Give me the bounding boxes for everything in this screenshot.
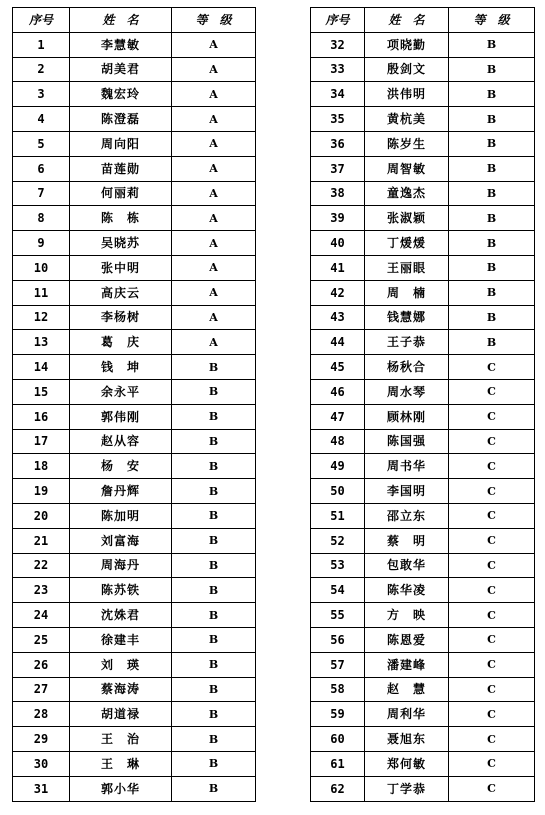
name-cell: 潘建峰 [365,652,449,677]
table-row [311,503,535,528]
seq-cell: 48 [311,429,365,454]
grade-cell: B [449,255,535,280]
name-cell: 丁煖煖 [365,231,449,256]
seq-cell: 24 [13,603,70,628]
name-cell: 何丽莉 [70,181,172,206]
grade-cell: B [172,379,256,404]
seq-cell: 56 [311,627,365,652]
grade-cell: C [449,553,535,578]
seq-cell: 27 [13,677,70,702]
table-row [311,454,535,479]
seq-cell: 23 [13,578,70,603]
left-table-body [13,32,256,801]
seq-cell: 22 [13,553,70,578]
grade-cell: B [449,57,535,82]
table-row [13,305,256,330]
seq-cell: 43 [311,305,365,330]
name-cell: 魏宏玲 [70,82,172,107]
name-cell: 葛 庆 [70,330,172,355]
name-cell: 黄杭美 [365,107,449,132]
table-row [13,454,256,479]
name-cell: 周向阳 [70,131,172,156]
name-cell: 周水琴 [365,379,449,404]
seq-cell: 18 [13,454,70,479]
seq-cell: 11 [13,280,70,305]
seq-cell: 58 [311,677,365,702]
grade-cell: B [172,727,256,752]
grade-cell: B [172,503,256,528]
table-row [311,379,535,404]
table-row [13,32,256,57]
table-row [311,82,535,107]
name-cell: 胡道禄 [70,702,172,727]
grade-cell: B [172,528,256,553]
seq-cell: 59 [311,702,365,727]
seq-cell: 1 [13,32,70,57]
name-cell: 赵从容 [70,429,172,454]
seq-cell: 39 [311,206,365,231]
seq-cell: 50 [311,479,365,504]
grade-cell: B [449,206,535,231]
table-row [311,404,535,429]
table-row [311,107,535,132]
name-cell: 钱慧娜 [365,305,449,330]
name-cell: 洪伟明 [365,82,449,107]
header-name: 姓 名 [365,8,449,33]
table-row [311,32,535,57]
grade-cell: C [449,677,535,702]
table-row [311,553,535,578]
name-cell: 项晓勤 [365,32,449,57]
name-cell: 赵 慧 [365,677,449,702]
grade-cell: C [449,379,535,404]
right-table-body [311,32,535,801]
table-row [13,206,256,231]
table-row [13,702,256,727]
name-cell: 陈国强 [365,429,449,454]
name-cell: 陈恩爱 [365,627,449,652]
seq-cell: 9 [13,231,70,256]
table-row [13,181,256,206]
name-cell: 吴晓苏 [70,231,172,256]
table-row [311,776,535,801]
name-cell: 詹丹辉 [70,479,172,504]
grade-cell: B [172,404,256,429]
grade-cell: B [172,702,256,727]
seq-cell: 42 [311,280,365,305]
header-name: 姓 名 [70,8,172,33]
seq-cell: 7 [13,181,70,206]
table-row [311,355,535,380]
table-row [311,206,535,231]
seq-cell: 45 [311,355,365,380]
seq-cell: 21 [13,528,70,553]
grade-cell: C [449,627,535,652]
grade-cell: B [449,82,535,107]
name-cell: 余永平 [70,379,172,404]
grade-cell: B [172,652,256,677]
grade-cell: B [449,131,535,156]
grade-cell: C [449,702,535,727]
name-cell: 杨 安 [70,454,172,479]
table-row [13,404,256,429]
name-cell: 胡美君 [70,57,172,82]
table-row [13,255,256,280]
seq-cell: 33 [311,57,365,82]
grade-cell: B [172,479,256,504]
name-cell: 王 治 [70,727,172,752]
seq-cell: 25 [13,627,70,652]
grade-cell: B [449,181,535,206]
grade-cell: C [449,603,535,628]
grade-cell: C [449,355,535,380]
table-row [13,627,256,652]
name-cell: 蔡海涛 [70,677,172,702]
seq-cell: 31 [13,776,70,801]
grade-cell: A [172,280,256,305]
table-row [13,751,256,776]
table-row [13,131,256,156]
grade-cell: B [172,454,256,479]
grade-cell: B [449,330,535,355]
grade-cell: C [449,751,535,776]
seq-cell: 55 [311,603,365,628]
name-cell: 陈苏铁 [70,578,172,603]
seq-cell: 57 [311,652,365,677]
table-row [13,652,256,677]
name-cell: 高庆云 [70,280,172,305]
name-cell: 沈姝君 [70,603,172,628]
grade-cell: C [449,404,535,429]
header-grade: 等 级 [449,8,535,33]
table-row [13,355,256,380]
grade-cell: B [449,32,535,57]
name-cell: 蔡 明 [365,528,449,553]
name-cell: 王 琳 [70,751,172,776]
seq-cell: 16 [13,404,70,429]
seq-cell: 12 [13,305,70,330]
table-row [13,280,256,305]
table-row [311,702,535,727]
table-row [311,156,535,181]
seq-cell: 3 [13,82,70,107]
name-cell: 周 楠 [365,280,449,305]
seq-cell: 51 [311,503,365,528]
seq-cell: 30 [13,751,70,776]
seq-cell: 46 [311,379,365,404]
grade-cell: C [449,479,535,504]
seq-cell: 60 [311,727,365,752]
grade-cell: A [172,82,256,107]
grade-cell: B [172,776,256,801]
grade-cell: C [449,503,535,528]
seq-cell: 49 [311,454,365,479]
name-cell: 郭伟刚 [70,404,172,429]
name-cell: 张淑颖 [365,206,449,231]
grade-cell: A [172,57,256,82]
name-cell: 殷剑文 [365,57,449,82]
name-cell: 郑何敏 [365,751,449,776]
name-cell: 周利华 [365,702,449,727]
table-row [311,305,535,330]
name-cell: 顾林刚 [365,404,449,429]
grade-cell: B [449,107,535,132]
grade-cell: B [449,305,535,330]
table-row [311,677,535,702]
seq-cell: 20 [13,503,70,528]
grade-cell: B [172,553,256,578]
table-row [13,503,256,528]
table-row [311,181,535,206]
grade-cell: B [449,280,535,305]
name-cell: 杨秋合 [365,355,449,380]
grade-cell: C [449,528,535,553]
name-cell: 张中明 [70,255,172,280]
name-cell: 陈 栋 [70,206,172,231]
seq-cell: 62 [311,776,365,801]
name-cell: 苗莲勋 [70,156,172,181]
table-row [13,231,256,256]
name-cell: 郭小华 [70,776,172,801]
table-row [13,479,256,504]
grade-cell: B [449,156,535,181]
name-cell: 李杨树 [70,305,172,330]
table-row [311,528,535,553]
grade-cell: A [172,255,256,280]
grade-cell: A [172,32,256,57]
grade-cell: A [172,206,256,231]
table-row [13,107,256,132]
grade-cell: B [172,578,256,603]
grade-cell: B [172,627,256,652]
table-row [13,727,256,752]
header-grade: 等 级 [172,8,256,33]
grade-cell: C [449,727,535,752]
header-row [311,8,535,33]
name-cell: 聂旭东 [365,727,449,752]
table-row [311,330,535,355]
table-row [13,528,256,553]
name-cell: 童逸杰 [365,181,449,206]
seq-cell: 15 [13,379,70,404]
grade-cell: B [172,677,256,702]
grade-cell: A [172,156,256,181]
grade-cell: C [449,652,535,677]
table-row [311,603,535,628]
name-cell: 陈华凌 [365,578,449,603]
table-row [13,379,256,404]
seq-cell: 13 [13,330,70,355]
seq-cell: 2 [13,57,70,82]
seq-cell: 4 [13,107,70,132]
seq-cell: 6 [13,156,70,181]
grade-cell: C [449,454,535,479]
table-row [13,156,256,181]
table-row [311,280,535,305]
name-cell: 邵立东 [365,503,449,528]
name-cell: 刘 瑛 [70,652,172,677]
seq-cell: 38 [311,181,365,206]
table-row [311,429,535,454]
header-seq: 序号 [13,8,70,33]
name-cell: 周海丹 [70,553,172,578]
grade-cell: A [172,181,256,206]
name-cell: 李国明 [365,479,449,504]
grade-cell: A [172,305,256,330]
name-cell: 周书华 [365,454,449,479]
name-cell: 李慧敏 [70,32,172,57]
name-cell: 陈加明 [70,503,172,528]
grade-cell: A [172,107,256,132]
seq-cell: 26 [13,652,70,677]
name-cell: 徐建丰 [70,627,172,652]
name-cell: 钱 坤 [70,355,172,380]
seq-cell: 28 [13,702,70,727]
table-row [311,751,535,776]
name-cell: 陈岁生 [365,131,449,156]
seq-cell: 54 [311,578,365,603]
seq-cell: 40 [311,231,365,256]
seq-cell: 47 [311,404,365,429]
table-row [311,57,535,82]
grade-cell: A [172,330,256,355]
table-row [311,578,535,603]
seq-cell: 53 [311,553,365,578]
table-row [311,652,535,677]
seq-cell: 35 [311,107,365,132]
seq-cell: 17 [13,429,70,454]
grade-cell: C [449,429,535,454]
header-row [13,8,256,33]
grade-cell: C [449,578,535,603]
grade-cell: B [172,603,256,628]
seq-cell: 29 [13,727,70,752]
seq-cell: 5 [13,131,70,156]
seq-cell: 61 [311,751,365,776]
grade-table-left [12,7,256,802]
seq-cell: 44 [311,330,365,355]
grade-table-right [310,7,535,802]
table-row [311,255,535,280]
grade-cell: B [172,429,256,454]
seq-cell: 41 [311,255,365,280]
name-cell: 包敢华 [365,553,449,578]
name-cell: 王丽眼 [365,255,449,280]
name-cell: 丁学恭 [365,776,449,801]
table-row [13,578,256,603]
table-row [13,429,256,454]
table-row [13,603,256,628]
seq-cell: 36 [311,131,365,156]
seq-cell: 34 [311,82,365,107]
seq-cell: 10 [13,255,70,280]
seq-cell: 52 [311,528,365,553]
seq-cell: 8 [13,206,70,231]
grade-cell: C [449,776,535,801]
header-seq: 序号 [311,8,365,33]
table-row [13,82,256,107]
table-row [311,131,535,156]
table-row [13,330,256,355]
seq-cell: 37 [311,156,365,181]
table-row [13,57,256,82]
table-row [13,553,256,578]
seq-cell: 19 [13,479,70,504]
grade-cell: A [172,231,256,256]
table-row [311,727,535,752]
table-row [311,479,535,504]
seq-cell: 32 [311,32,365,57]
grade-cell: B [449,231,535,256]
seq-cell: 14 [13,355,70,380]
table-row [311,627,535,652]
name-cell: 方 映 [365,603,449,628]
name-cell: 刘富海 [70,528,172,553]
grade-cell: B [172,355,256,380]
table-row [13,776,256,801]
grade-cell: B [172,751,256,776]
grade-cell: A [172,131,256,156]
name-cell: 陈澄磊 [70,107,172,132]
name-cell: 周智敏 [365,156,449,181]
table-row [13,677,256,702]
name-cell: 王子恭 [365,330,449,355]
table-row [311,231,535,256]
